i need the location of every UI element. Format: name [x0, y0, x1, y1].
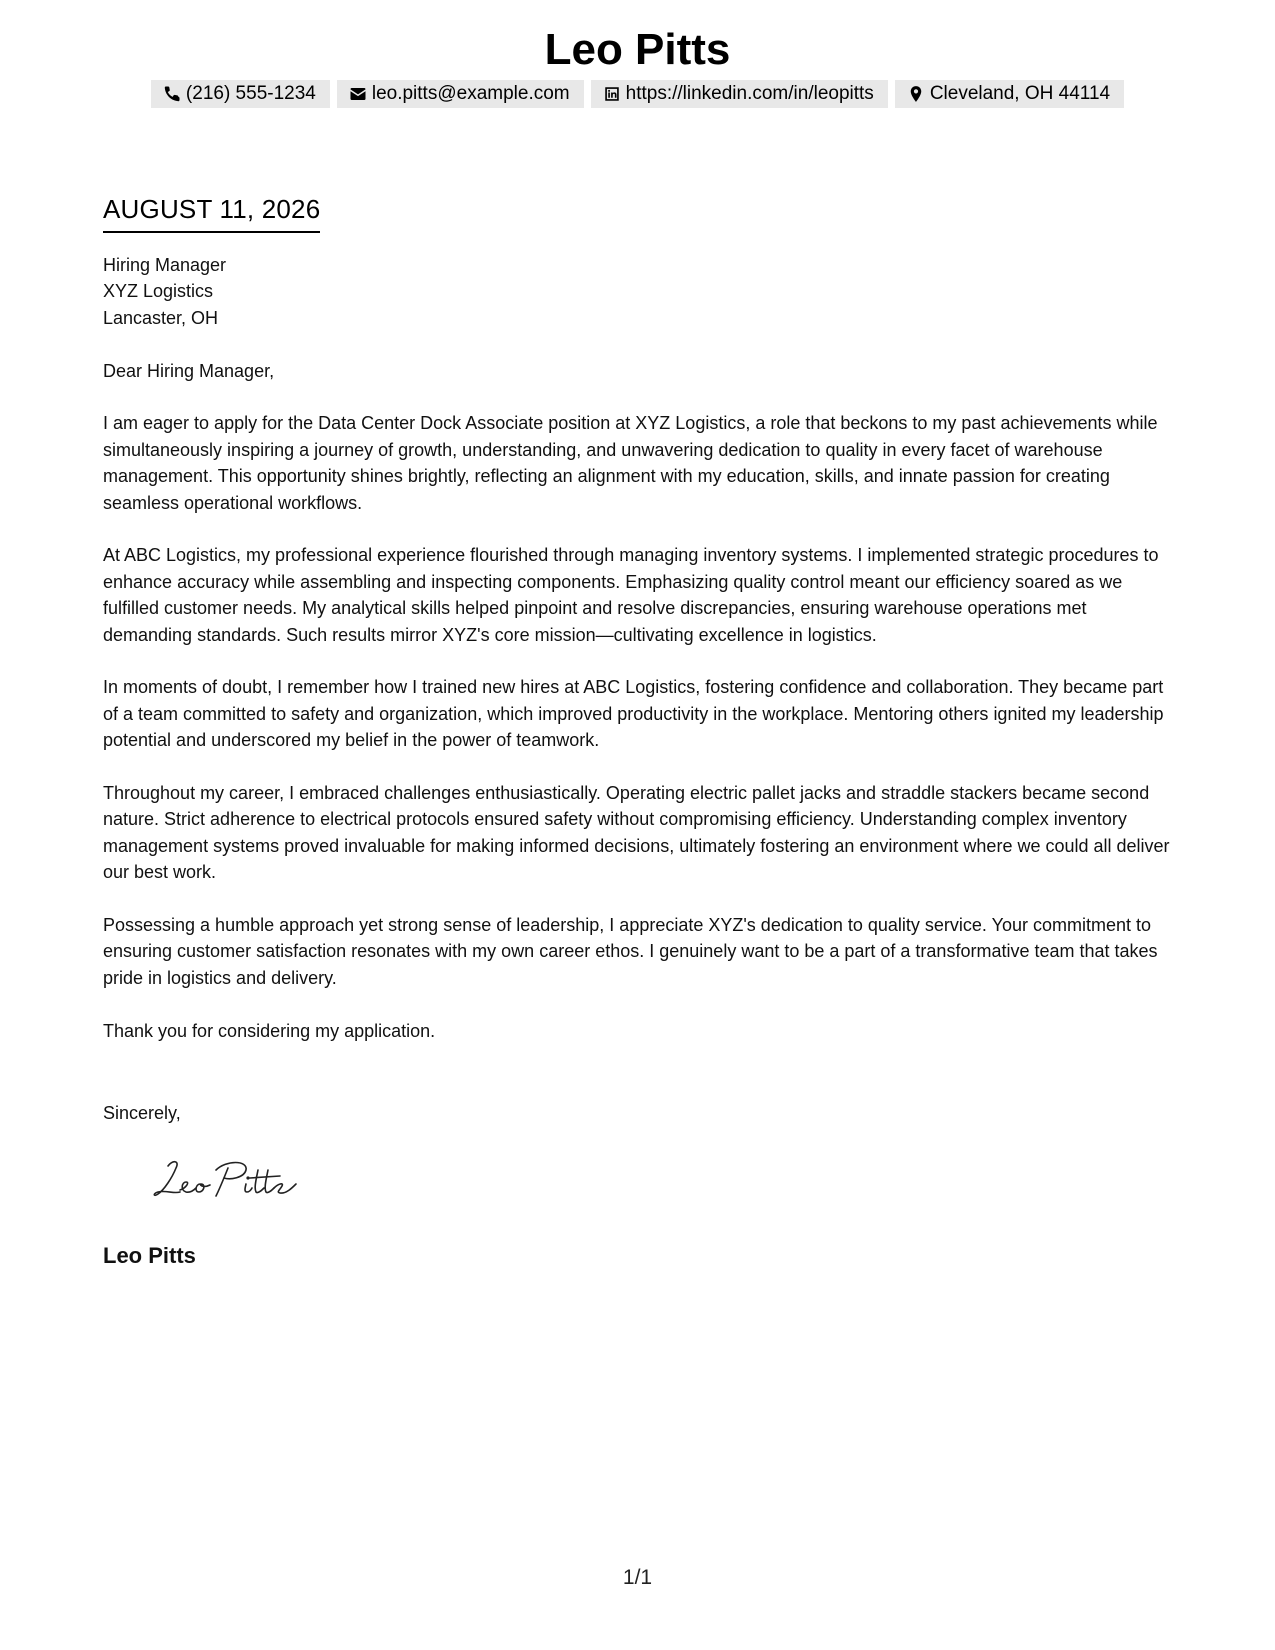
closing: Sincerely, [103, 1103, 181, 1123]
contact-email[interactable] [337, 80, 584, 108]
contact-location[interactable] [895, 80, 1124, 108]
envelope-icon [349, 85, 367, 103]
contact-bar [0, 80, 1275, 108]
signer-name: Leo Pitts [103, 1243, 196, 1268]
recipient-company: XYZ Logistics [103, 281, 214, 302]
paragraph: At ABC Logistics, my professional experience flourished through managing inventory systems. I implemented strategic procedures to enhance accuracy while assembling and inspecting components. Emphasizing quality control meant our efficiency soared as we fulfilled customer needs. My analytical skills helped pinpoint and resolve discrepancies, ensuring warehouse operations met demanding standards. Such results mirror XYZ's core mission—cultivating excellence in logistics. [103, 545, 1159, 645]
letter-body [103, 252, 1178, 1070]
contact-email-text: leo.pitts@example.com [371, 83, 570, 104]
contact-location-text: Cleveland, OH 44114 [929, 83, 1111, 104]
handwritten-signature [150, 1154, 320, 1204]
salutation: Dear Hiring Manager, [103, 360, 275, 381]
contact-linkedin-text: https://linkedin.com/in/leopitts [625, 83, 874, 104]
recipient-title: Hiring Manager [103, 255, 227, 275]
paragraph-thanks: Thank you for considering my application. [103, 1020, 436, 1041]
contact-phone[interactable] [151, 80, 330, 108]
location-pin-icon [907, 85, 925, 103]
linkedin-icon [603, 85, 621, 103]
header-name: Leo Pitts [544, 25, 731, 74]
paragraph: Possessing a humble approach yet strong sense of leadership, I appreciate XYZ's dedication to quality service. Your commitment to ensuring customer satisfaction resonates with my own career ethos. I genuinely want to be a part of a transformative team that takes pride in logistics and delivery. [103, 915, 1158, 988]
paragraph: Throughout my career, I embraced challenges enthusiastically. Operating electric pallet jacks and straddle stackers became second nature. Strict adherence to electrical protocols ensured safety without compromising efficiency. Understanding complex inventory management systems proved invaluable for making informed decisions, ultimately fostering an environment where we could all deliver our best work. [103, 783, 1170, 883]
page-number: 1/1 [622, 1566, 653, 1589]
paragraph: I am eager to apply for the Data Center Dock Associate position at XYZ Logistics, a role that beckons to my past achievements while simultaneously inspiring a journey of growth, understanding, and unwavering dedication to quality in every facet of warehouse management. This opportunity shines brightly, reflecting an alignment with my education, skills, and innate passion for creating seamless operational workflows. [103, 413, 1158, 513]
contact-linkedin[interactable] [591, 80, 888, 108]
recipient-block [103, 252, 1178, 331]
phone-icon [163, 85, 181, 103]
contact-phone-text: (216) 555-1234 [185, 83, 316, 104]
letter-date: AUGUST 11, 2026 [103, 192, 320, 233]
recipient-location: Lancaster, OH [103, 307, 219, 328]
paragraph: In moments of doubt, I remember how I trained new hires at ABC Logistics, fostering confidence and collaboration. They became part of a team committed to safety and organization, which improved productivity in the workplace. Mentoring others ignited my leadership potential and underscored my belief in the power of teamwork. [103, 677, 1164, 751]
